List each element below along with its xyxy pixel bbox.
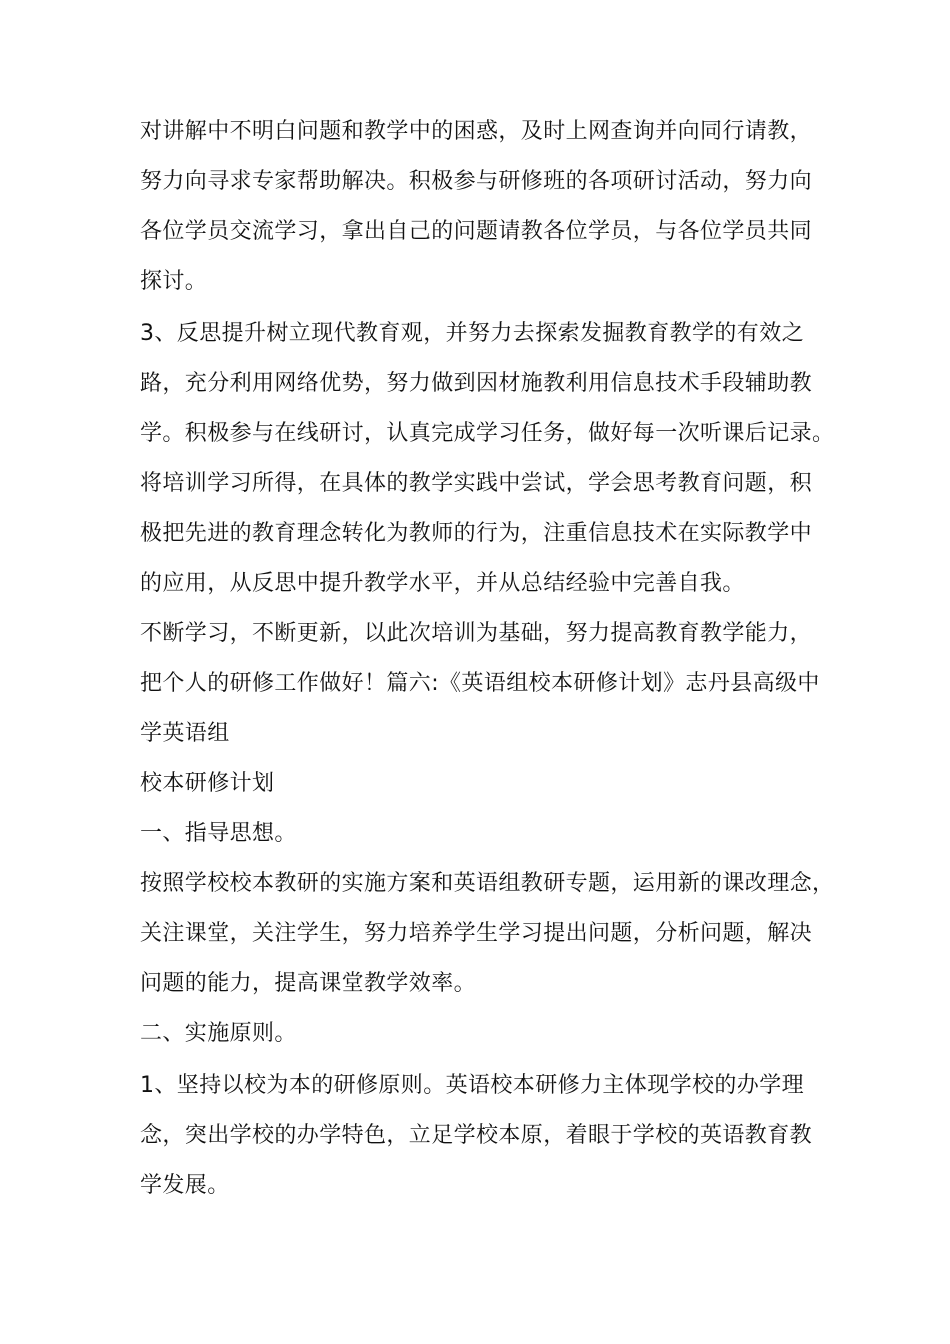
text-line: 学。积极参与在线研讨，认真完成学习任务，做好每一次听课后记录。	[140, 421, 835, 446]
text-line: 努力向寻求专家帮助解决。积极参与研修班的各项研讨活动，努力向	[140, 169, 813, 194]
text-line: 探讨。	[140, 269, 208, 294]
section-heading: 一、指导思想。	[140, 821, 297, 846]
text-line: 的应用，从反思中提升教学水平，并从总结经验中完善自我。	[140, 571, 745, 596]
text-line: 按照学校校本教研的实施方案和英语组教研专题，运用新的课改理念，	[140, 871, 835, 896]
text-line: 对讲解中不明白问题和教学中的困惑，及时上网查询并向同行请教，	[140, 119, 813, 144]
text-line: 念，突出学校的办学特色，立足学校本原，着眼于学校的英语教育教	[140, 1123, 813, 1148]
text-line: 不断学习，不断更新，以此次培训为基础，努力提高教育教学能力，	[140, 621, 813, 646]
text-line: 1、坚持以校为本的研修原则。英语校本研修力主体现学校的办学理	[140, 1073, 804, 1098]
text-line: 路，充分利用网络优势，努力做到因材施教利用信息技术手段辅助教	[140, 371, 813, 396]
text-line: 关注课堂，关注学生，努力培养学生学习提出问题，分析问题，解决	[140, 921, 813, 946]
text-line: 学英语组	[140, 721, 230, 746]
text-line: 各位学员交流学习，拿出自己的问题请教各位学员，与各位学员共同	[140, 219, 813, 244]
text-line: 将培训学习所得，在具体的教学实践中尝试，学会思考教育问题，积	[140, 471, 813, 496]
section-heading: 校本研修计划	[140, 771, 275, 796]
text-line: 3、反思提升树立现代教育观，并努力去探索发掘教育教学的有效之	[140, 321, 804, 346]
text-line: 问题的能力，提高课堂教学效率。	[140, 971, 477, 996]
text-line: 把个人的研修工作做好！篇六:《英语组校本研修计划》志丹县高级中	[140, 671, 820, 696]
section-heading: 二、实施原则。	[140, 1021, 297, 1046]
text-line: 极把先进的教育理念转化为教师的行为，注重信息技术在实际教学中	[140, 521, 813, 546]
text-line: 学发展。	[140, 1173, 230, 1198]
